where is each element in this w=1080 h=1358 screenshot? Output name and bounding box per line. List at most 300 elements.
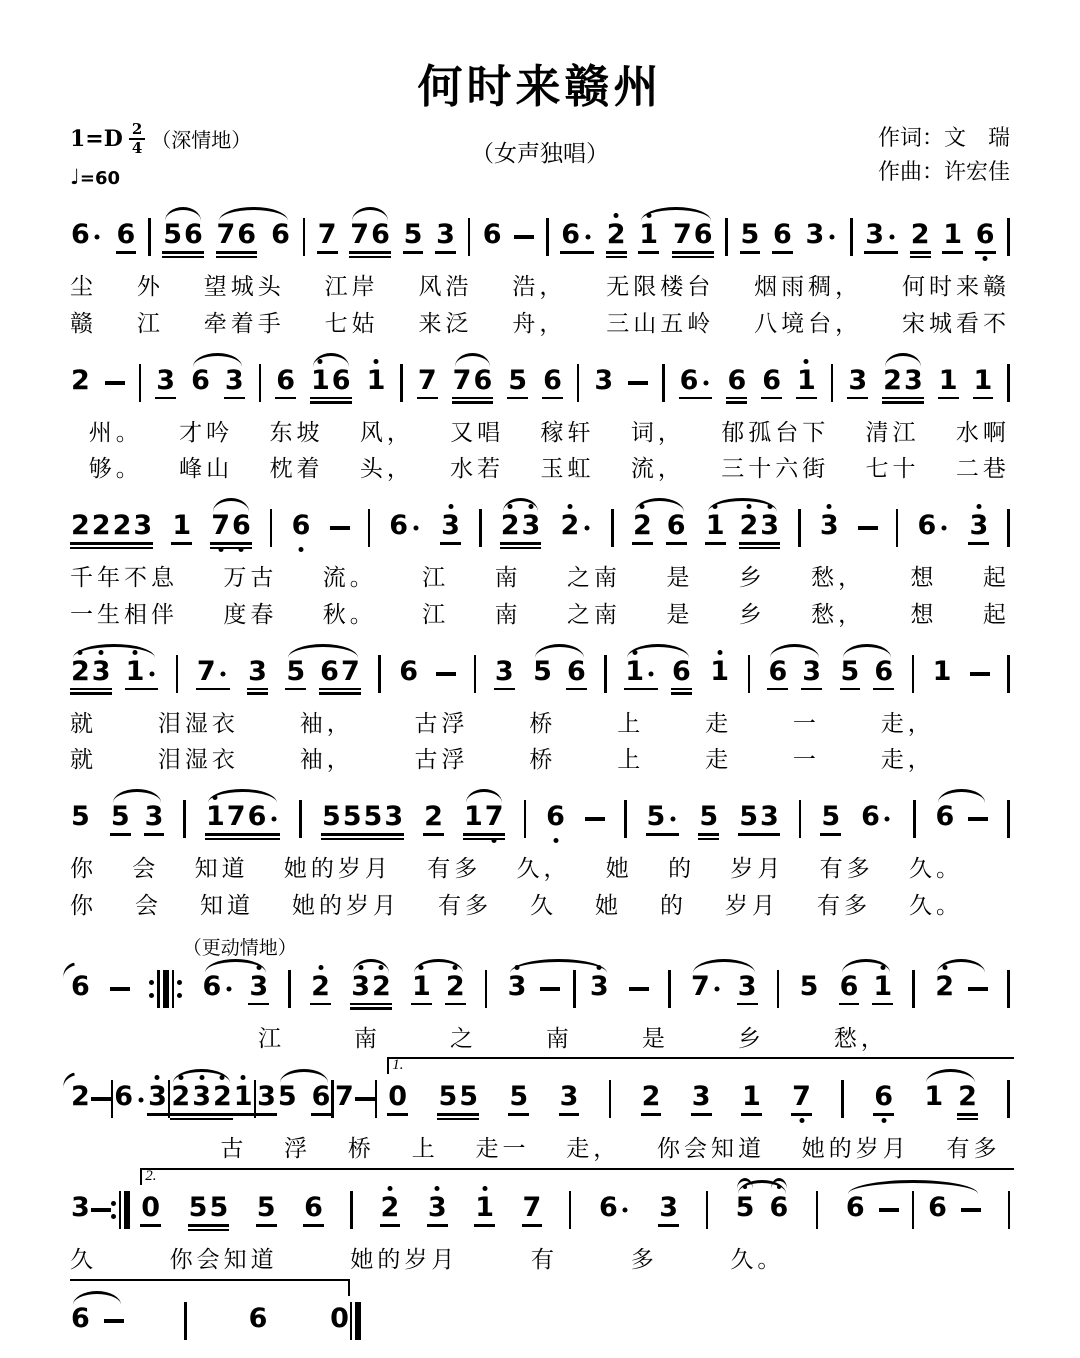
note-digit: 5 — [821, 801, 841, 833]
beam-lines — [873, 686, 894, 702]
beam-line — [666, 542, 687, 545]
beam-lines — [957, 1111, 978, 1127]
note — [593, 351, 614, 411]
lyric-group: 水若 — [450, 456, 505, 482]
barline — [777, 970, 780, 1008]
beam-lines — [70, 831, 91, 847]
repeat-sign-end — [111, 1191, 131, 1229]
beam-line — [125, 688, 159, 691]
beam-lines — [311, 1111, 332, 1127]
note-digits — [321, 803, 404, 831]
beam-lines — [735, 1222, 756, 1238]
note — [275, 351, 296, 411]
lyric-group: 玉虹 — [540, 456, 595, 482]
slur-arc — [638, 205, 713, 265]
note-digit: 5 — [533, 655, 552, 687]
note — [170, 1067, 232, 1127]
notes-line — [70, 1289, 361, 1349]
lyric-group: 舟， — [512, 310, 567, 336]
note — [411, 957, 432, 1017]
note — [417, 351, 438, 411]
barline-thick — [163, 970, 169, 1008]
note-digit: 1 — [705, 510, 725, 542]
note-digits — [319, 655, 361, 687]
beam-line — [873, 688, 894, 691]
lyric-group: 上 — [411, 1136, 439, 1162]
beam-lines — [698, 831, 719, 847]
note — [840, 642, 861, 702]
barline — [912, 1191, 915, 1229]
repeat-dot — [177, 980, 182, 985]
beam-lines — [559, 540, 593, 556]
note-digit: 7 — [673, 219, 692, 251]
beam-line — [726, 401, 747, 404]
note-digit: 6 — [727, 364, 747, 396]
note-digit: 5 — [646, 801, 666, 833]
note — [380, 1178, 401, 1238]
lyric-group: 风浩 — [418, 274, 473, 300]
dash — [436, 672, 456, 676]
beam-line — [350, 1003, 392, 1006]
note-digits — [726, 364, 747, 396]
beam-lines — [968, 540, 989, 556]
note-digits — [739, 512, 781, 540]
note — [423, 787, 444, 847]
beam-line — [310, 401, 352, 404]
beam-line — [739, 547, 781, 550]
beam-lines — [210, 540, 252, 556]
lyric-group: 有多 — [817, 892, 871, 918]
note-digits — [819, 512, 840, 540]
note — [311, 1067, 332, 1127]
note-digit: 6 — [71, 1302, 90, 1334]
beam-line — [233, 1113, 254, 1116]
beam-line — [440, 542, 461, 545]
note-digits — [679, 364, 713, 396]
augmentation-dot — [711, 973, 724, 1001]
note — [210, 496, 252, 556]
beam-line — [116, 251, 137, 254]
beam-lines — [427, 1222, 448, 1238]
lyric-group: 岁月 — [730, 856, 785, 882]
lyric-group: 的 — [660, 892, 687, 918]
note-digits — [147, 1083, 168, 1111]
note-digits — [403, 221, 424, 249]
lyric-group: 之南 — [566, 565, 621, 591]
note-digit: 6 — [291, 510, 311, 542]
lyric-group: 有多 — [438, 892, 492, 918]
note-digit: 2 — [171, 1081, 191, 1113]
lyric-group: 秋。 — [322, 601, 377, 627]
beam-lines — [125, 686, 159, 702]
dash — [110, 987, 130, 991]
lyric-group: 愁， — [811, 601, 866, 627]
time-signature-top: 2 — [129, 121, 145, 140]
barline — [524, 800, 527, 838]
beam-lines — [927, 1222, 948, 1238]
note-digits — [927, 1194, 948, 1222]
note-digit: 6 — [566, 655, 586, 687]
beam-line — [801, 688, 822, 691]
note-digits — [291, 512, 312, 540]
note-digit: 7 — [317, 219, 337, 251]
note — [70, 957, 91, 1017]
slur-arc — [170, 1067, 232, 1127]
system-6 — [70, 933, 1010, 1054]
note-digits — [224, 364, 245, 396]
lyric-group: 度春 — [223, 601, 278, 627]
note-digits — [975, 221, 996, 249]
lyric-group: 南 — [494, 565, 522, 591]
barline — [604, 655, 607, 693]
note-digits — [559, 1083, 580, 1111]
beam-line — [445, 1003, 466, 1006]
lyrics-row — [220, 1135, 1000, 1164]
notes-line — [70, 1067, 1010, 1127]
note — [388, 496, 422, 556]
note-digits — [873, 1083, 894, 1111]
lyric-group: 江 — [422, 565, 450, 591]
beam-lines — [799, 1001, 820, 1017]
note — [560, 205, 594, 265]
slur-arc — [210, 496, 252, 556]
note — [968, 496, 989, 556]
note-digit: 5 — [403, 219, 423, 251]
note — [445, 957, 466, 1017]
beam-line — [740, 251, 761, 254]
note — [463, 787, 505, 847]
beam-line — [500, 542, 542, 545]
note-digit: 1 — [973, 364, 993, 396]
slur-arc — [923, 1067, 978, 1127]
note-digit: 1 — [924, 1081, 944, 1113]
note-digits — [923, 1083, 944, 1111]
barline — [577, 364, 580, 402]
note-digit: 6 — [546, 801, 565, 833]
note — [247, 642, 268, 702]
note-digits — [196, 655, 230, 687]
beam-line — [162, 256, 204, 259]
note-digit: 3 — [427, 1192, 447, 1224]
note-digits — [801, 655, 822, 687]
notes-line — [70, 787, 1010, 847]
note-digits — [463, 803, 505, 831]
notes-line — [70, 205, 1010, 265]
beam-lines — [559, 1111, 580, 1127]
lyric-group: 之 — [449, 1025, 477, 1051]
lyric-group: 久。 — [908, 856, 963, 882]
note-digit: 5 — [342, 801, 362, 833]
dash — [858, 526, 878, 530]
beam-lines — [248, 1001, 269, 1017]
note — [768, 1178, 789, 1238]
note — [427, 1178, 448, 1238]
barline-thick — [124, 1191, 130, 1229]
beam-line — [671, 692, 692, 695]
beam-lines — [70, 686, 112, 702]
slur-arc — [767, 642, 822, 702]
beam-line — [170, 1113, 232, 1116]
note-digit: 2 — [371, 970, 391, 1002]
note-digit: 1 — [873, 970, 893, 1002]
beam-line — [737, 1003, 758, 1006]
lyric-group: 走， — [566, 1136, 621, 1162]
barline — [609, 1080, 612, 1118]
dash — [628, 381, 648, 385]
lyric-group: 外 — [136, 274, 164, 300]
barline — [611, 509, 614, 547]
note-digits — [155, 364, 176, 396]
beam-lines — [606, 249, 627, 265]
lyric-group: 万古 — [223, 565, 278, 591]
note-digits — [593, 364, 614, 396]
lyricist-name: 文 瑞 — [943, 125, 1010, 150]
note-digit: 2 — [112, 510, 132, 542]
note-digits — [474, 1194, 495, 1222]
note — [70, 1067, 91, 1127]
note — [589, 957, 610, 1017]
lyric-group: 一 — [792, 710, 820, 736]
dash — [105, 381, 125, 385]
note — [910, 205, 931, 265]
key-signature-line — [70, 121, 471, 156]
note — [801, 642, 822, 702]
note-digits — [738, 803, 780, 831]
note — [741, 1067, 762, 1127]
beam-line — [349, 256, 391, 259]
lyric-group: 词， — [630, 419, 685, 445]
lyric-group: 就 — [70, 747, 97, 773]
note-digits — [737, 970, 758, 1002]
note — [310, 957, 331, 1017]
beam-line — [70, 692, 112, 695]
dash — [355, 1097, 375, 1101]
system-8 — [70, 1178, 1010, 1275]
beam-line — [205, 833, 280, 836]
time-signature-bottom: 4 — [131, 138, 143, 157]
note — [559, 496, 593, 556]
beam-line — [224, 397, 245, 400]
barline — [573, 970, 576, 1008]
beam-lines — [882, 395, 924, 411]
barline — [288, 970, 291, 1008]
dash — [91, 1097, 111, 1101]
credits — [878, 121, 1010, 189]
note-digits — [820, 803, 841, 831]
beam-line — [957, 1118, 978, 1121]
lyric-group: 你会知道 — [656, 1136, 765, 1162]
note-digit: 2 — [935, 970, 954, 1002]
note-digits — [398, 655, 419, 687]
note-digit: 3 — [760, 510, 780, 542]
note — [942, 205, 963, 265]
note-digits — [559, 512, 593, 540]
note — [799, 957, 820, 1017]
note-digit: 6 — [247, 801, 267, 833]
note-digits — [303, 1194, 324, 1222]
slur-arc — [624, 642, 692, 702]
note-digit: 6 — [773, 219, 792, 251]
note-digit: 3 — [559, 1081, 579, 1113]
system-3 — [70, 496, 1010, 630]
note — [679, 351, 713, 411]
note-digits — [411, 970, 432, 1002]
barline — [368, 509, 371, 547]
note — [873, 642, 894, 702]
beam-line — [321, 833, 404, 836]
lyricist-line — [878, 121, 1010, 155]
note — [522, 1178, 543, 1238]
note-digit: 6 — [71, 219, 90, 251]
note-digit: 6 — [861, 801, 880, 833]
note-digits — [845, 1194, 866, 1222]
lyric-group: 郁孤台下 — [721, 419, 830, 445]
barline — [378, 655, 381, 693]
note — [508, 1067, 529, 1127]
note — [482, 205, 503, 265]
beam-lines — [646, 831, 680, 847]
note-digit: 2 — [739, 510, 759, 542]
note — [935, 787, 956, 847]
slur-arc — [110, 787, 165, 847]
beam-lines — [932, 686, 953, 702]
note — [923, 1067, 944, 1127]
note-digit: 3 — [156, 364, 176, 396]
beam-lines — [672, 249, 714, 265]
note — [291, 496, 312, 556]
note — [110, 787, 131, 847]
lyric-group: 你 — [70, 856, 97, 882]
note-digit: 7 — [417, 364, 437, 396]
beam-lines — [70, 540, 153, 556]
note-digit: 7 — [340, 655, 360, 687]
note-digit-fermata: 5 — [735, 1192, 755, 1224]
note — [796, 351, 817, 411]
note-digits — [768, 1194, 789, 1222]
lyrics-row — [70, 564, 1010, 593]
note-digit: 5 — [740, 219, 760, 251]
note-digit: 7 — [334, 1081, 354, 1113]
note — [70, 496, 153, 556]
quarter-note-icon: ♩ — [70, 165, 80, 189]
note-digits — [641, 1083, 662, 1111]
note — [598, 1178, 632, 1238]
note-digit: 6 — [304, 1192, 323, 1224]
note-digit: 3 — [507, 970, 527, 1002]
beam-lines — [679, 395, 713, 411]
beam-lines — [144, 831, 165, 847]
note-digit: 5 — [438, 1081, 458, 1113]
song-subtitle: （女声独唱） — [471, 141, 609, 166]
note-digit: 6 — [202, 970, 222, 1002]
note-digit: 1 — [932, 655, 952, 687]
lyric-group: 你 — [70, 892, 97, 918]
note — [334, 1067, 355, 1127]
note-digit: 3 — [351, 970, 370, 1002]
beam-lines — [329, 1333, 350, 1349]
note-digits — [872, 970, 893, 1002]
beam-lines — [522, 1222, 543, 1238]
note-digits — [144, 803, 165, 831]
note-digit: 3 — [691, 1081, 711, 1113]
note — [726, 351, 747, 411]
beam-line — [275, 397, 296, 400]
lyric-group: 何时来赣 — [902, 274, 1010, 300]
beam-lines — [188, 1222, 230, 1238]
note — [205, 787, 280, 847]
beam-line — [427, 1224, 448, 1227]
slur-arc — [70, 642, 158, 702]
note-digit: 1 — [233, 1081, 253, 1113]
note — [882, 351, 924, 411]
slur-arc — [205, 787, 280, 847]
note-digits — [741, 1083, 762, 1111]
note — [666, 496, 687, 556]
beam-lines — [170, 1111, 232, 1127]
note-digit: 2 — [71, 655, 90, 687]
note-digit: 3 — [144, 801, 164, 833]
barline — [816, 1191, 819, 1229]
lyric-group: 一生相伴 — [70, 601, 178, 627]
beam-lines — [310, 1001, 331, 1017]
note-digits — [508, 1083, 529, 1111]
lyric-group: 才吟 — [179, 419, 234, 445]
beam-line — [691, 1113, 712, 1116]
barline — [1007, 509, 1010, 547]
volta-bracket — [140, 1178, 1010, 1238]
lyric-group: 是 — [666, 601, 694, 627]
note-digit: 6 — [839, 970, 859, 1002]
note-digit: 2 — [500, 510, 520, 542]
barline — [668, 970, 671, 1008]
barline-thin — [119, 1191, 122, 1229]
barline — [375, 1080, 378, 1118]
beam-line — [726, 397, 747, 400]
beam-lines — [507, 1001, 528, 1017]
lyricist-label: 作词： — [877, 125, 944, 150]
note-digits — [910, 221, 931, 249]
beam-line — [210, 547, 252, 550]
beam-line — [303, 1224, 324, 1227]
lyrics-row — [89, 455, 1010, 484]
note-digit: 2 — [424, 801, 443, 833]
note-digits — [202, 970, 236, 1002]
augmentation-dot — [580, 512, 593, 540]
beam-lines — [70, 395, 91, 411]
beam-line — [210, 542, 252, 545]
note-digits — [522, 1194, 543, 1222]
note-digit: 1 — [943, 219, 962, 251]
note-digits — [277, 1083, 298, 1111]
note-digit: 1 — [125, 655, 145, 687]
beam-lines — [162, 249, 204, 265]
note-digit: 2 — [71, 510, 90, 542]
repeat-dots — [111, 1191, 116, 1229]
beam-lines — [270, 249, 291, 265]
lyric-group: 清江 — [865, 419, 920, 445]
beam-lines — [110, 831, 131, 847]
note — [437, 1067, 479, 1127]
note-digits — [494, 655, 515, 687]
beam-line — [938, 397, 959, 400]
lyric-group: 桥 — [529, 710, 557, 736]
note-digit: 6 — [311, 1081, 331, 1113]
note-digit: 3 — [848, 364, 868, 396]
note-digit: 7 — [211, 510, 231, 542]
barline — [706, 1191, 709, 1229]
note-digit: 5 — [321, 801, 341, 833]
beam-line — [349, 251, 391, 254]
